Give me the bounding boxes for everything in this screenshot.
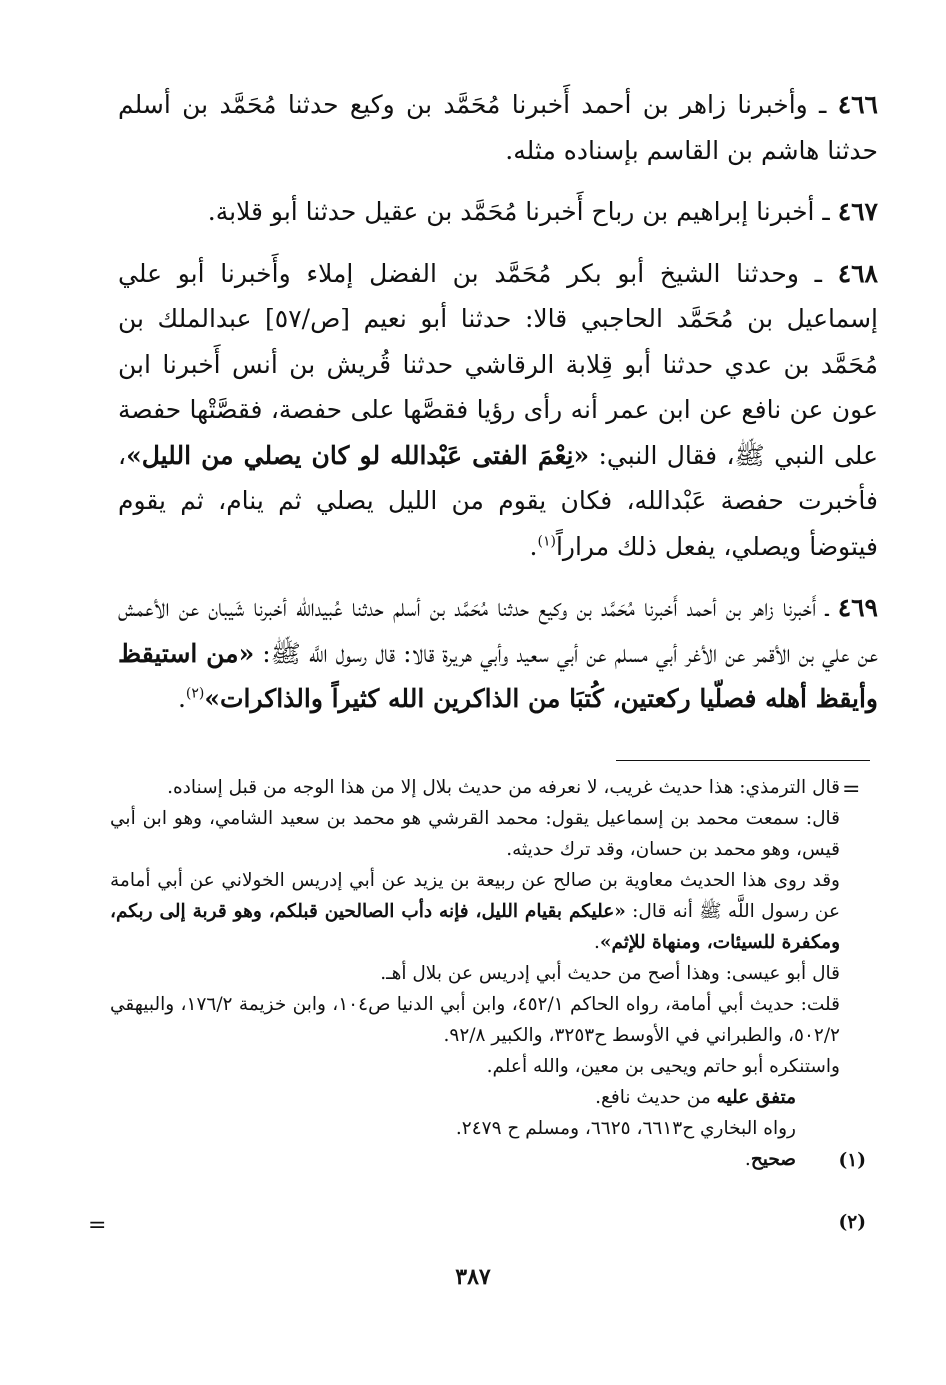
hadith-text: ، فأخبرت حفصة عَبْدالله، فكان يقوم من الليل يصلي ثم ينام، ثم يقوم فيتوضأ ويصلي، يفعل ذلك مراراً (118, 440, 878, 561)
grade: متفق عليه (716, 1087, 796, 1108)
continuation-mark: = (842, 777, 861, 802)
footnote-divider (616, 760, 870, 761)
footnote-line (110, 865, 840, 958)
footnote-number: (١) (838, 1150, 866, 1171)
grade: صحيح (750, 1149, 796, 1170)
footnote-text: من حديث نافع. (595, 1087, 717, 1108)
footnote-line: قال أبو عيسى: وهذا أصح من حديث أبي إدريس عن بلال أهـ. (380, 963, 840, 984)
footnote-1 (110, 1082, 840, 1113)
hadith-number: ٤٦٦ (837, 90, 878, 119)
hadith-text: ـ أَخبرنا زاهر بن أحمد أَخبرنا مُحَمَّد بن وكيع حدثنا مُحَمَّد بن أسلم حدثنا عُبيدالله أخبرنا شَيبان عن الأعمش عن علي بن الأقمر عن الأغر أبي مسلم عن أبي سعيد وأبي هريرة قالا: قال رسول اللَّه ﷺ: (118, 593, 879, 668)
hadith-number: ٤٦٧ (837, 197, 878, 226)
punctuation: . (529, 531, 538, 561)
footnote-number: (٢) (838, 1212, 866, 1233)
hadith-468 (118, 251, 878, 570)
footnote-quote: «عليكم بقيام الليل، فإنه دأب الصالحين قبلكم، وهو قربة إلى ربكم، ومكفرة للسيئات، ومنهاة للإثم» (110, 901, 840, 953)
hadith-text: ـ وحدثنا الشيخ أبو بكر مُحَمَّد بن الفضل إملاء وأَخبرنا أبو علي إسماعيل بن مُحَمَّد الحاجبي قالا: حدثنا أبو نعيم [ص/٥٧] عبدالملك بن مُحَمَّد بن عدي حدثنا أبو قِلابة الرقاشي حدثنا قُريش بن أنس أَخبرنا ابن عون عن نافع عن ابن عمر أنه رأى رؤيا فقصَّها على حفصة، فقصَّتْها حفصة على النبي ﷺ، فقال النبي: (118, 258, 879, 470)
hadith-466 (118, 82, 878, 173)
footnote-1-source: رواه البخاري ح٦٦١٣، ٦٦٢٥، ومسلم ح ٢٤٧٩. (455, 1118, 796, 1139)
footnote-line: واستنكره أبو حاتم ويحيى بن معين، والله أعلم. (486, 1056, 840, 1077)
punctuation: . (594, 932, 600, 953)
page-number: ٣٨٧ (455, 1264, 491, 1290)
continuation-mark: = (88, 1213, 107, 1238)
hadith-number: ٤٦٨ (837, 258, 878, 288)
footnote-ref[interactable]: (٢) (185, 685, 205, 702)
hadith-text: ـ وأخبرنا زاهر بن أحمد أَخبرنا مُحَمَّد بن وكيع حدثنا مُحَمَّد بن أسلم حدثنا هاشم بن القاسم بإسناده مثله. (118, 90, 878, 165)
prophetic-quote: «من استيقظ وأيقظ أهله فصلّيا ركعتين، كُتبَا من الذاكرين الله كثيراً والذاكرات» (118, 638, 878, 713)
hadith-467 (118, 189, 878, 235)
footnote-2 (110, 1144, 840, 1175)
footnote-text: وقد روى هذا الحديث معاوية بن صالح عن ربيعة بن يزيد عن أبي إدريس الخولاني عن أبي أمامة عن رسول اللَّه ﷺ أنه قال: (110, 870, 840, 922)
hadith-text: ـ أخبرنا إبراهيم بن رباح أَخبرنا مُحَمَّد بن عقيل حدثنا أبو قلابة. (207, 197, 838, 226)
footnote-line: قلت: حديث أبي أمامة، رواه الحاكم ٤٥٢/١، وابن أبي الدنيا ص١٠٤، وابن خزيمة ١٧٦/٢، والبيهقي ٥٠٢/٢، والطبراني في الأوسط ح٣٢٥٣، والكبير ٩٢/٨. (110, 994, 840, 1046)
punctuation: . (744, 1149, 751, 1170)
hadith-number: ٤٦٩ (837, 593, 878, 622)
footnote-line: قال: سمعت محمد بن إسماعيل يقول: محمد القرشي هو محمد بن سعيد الشامي، وهو ابن أبي قيس، وهو محمد بن حسان، وقد ترك حديثه. (110, 808, 840, 860)
footnote-line: قال الترمذي: هذا حديث غريب، لا نعرفه من حديث بلال إلا من هذا الوجه من قبل إسناده. (167, 777, 840, 798)
main-text (118, 82, 878, 738)
footnote-ref[interactable]: (١) (537, 533, 556, 550)
footnotes (110, 772, 840, 1175)
punctuation: . (177, 684, 186, 713)
prophetic-quote: «نِعْمَ الفتى عَبْدالله لو كان يصلي من الليل» (126, 440, 590, 470)
hadith-469 (118, 585, 878, 722)
